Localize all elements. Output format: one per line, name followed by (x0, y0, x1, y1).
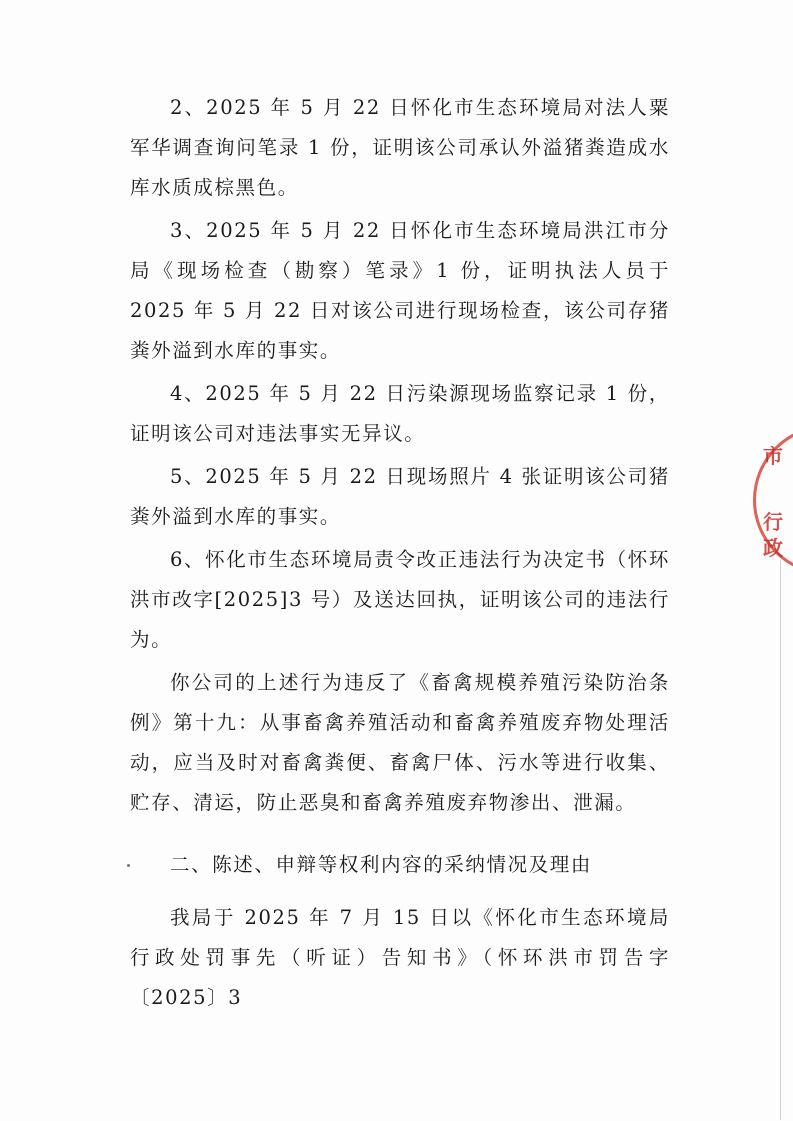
evidence-item-6: 6、怀化市生态环境局责令改正违法行为决定书（怀环洪市改字[2025]3 号）及送达回执，证明该公司的违法行为。 (130, 548, 670, 651)
seal-char: 政 (763, 536, 783, 560)
evidence-list (130, 88, 670, 660)
final-paragraph: 我局于 2025 年 7 月 15 日以《怀化市生态环境局行政处罚事先（听证）告知书》（怀环洪市罚告字〔2025〕3 (130, 906, 670, 1009)
final-block (130, 898, 670, 1018)
violation-paragraph: 你公司的上述行为违反了《畜禽规模养殖污染防治条例》第十九：从事畜禽养殖活动和畜禽养殖废弃物处理活动，应当及时对畜禽粪便、畜禽尸体、污水等进行收集、贮存、清运，防止恶臭和畜禽养殖废弃物渗出、泄漏。 (130, 671, 670, 814)
evidence-item-4: 4、2025 年 5 月 22 日污染源现场监察记录 1 份，证明该公司对违法事实无异议。 (130, 382, 670, 445)
evidence-item-2: 2、2025 年 5 月 22 日怀化市生态环境局对法人粟军华调查询问笔录 1 份，证明该公司承认外溢猪粪造成水库水质成棕黑色。 (130, 96, 670, 199)
seal-text (763, 443, 787, 561)
scan-speck (127, 864, 130, 867)
evidence-item-3: 3、2025 年 5 月 22 日怀化市生态环境局洪江市分局《现场检查（勘察）笔录》1 份，证明执法人员于 2025 年 5 月 22 日对该公司进行现场检查，该公司存猪粪外溢到水库的事实。 (130, 219, 670, 362)
official-seal (751, 425, 793, 575)
violation-block (130, 663, 670, 823)
seal-char: 市 (763, 444, 783, 468)
evidence-item-5: 5、2025 年 5 月 22 日现场照片 4 张证明该公司猪粪外溢到水库的事实。 (130, 465, 670, 528)
seal-char: 行 (763, 510, 783, 534)
scan-edge-line (780, 560, 781, 1120)
section-heading: 二、陈述、申辩等权利内容的采纳情况及理由 (170, 853, 593, 876)
